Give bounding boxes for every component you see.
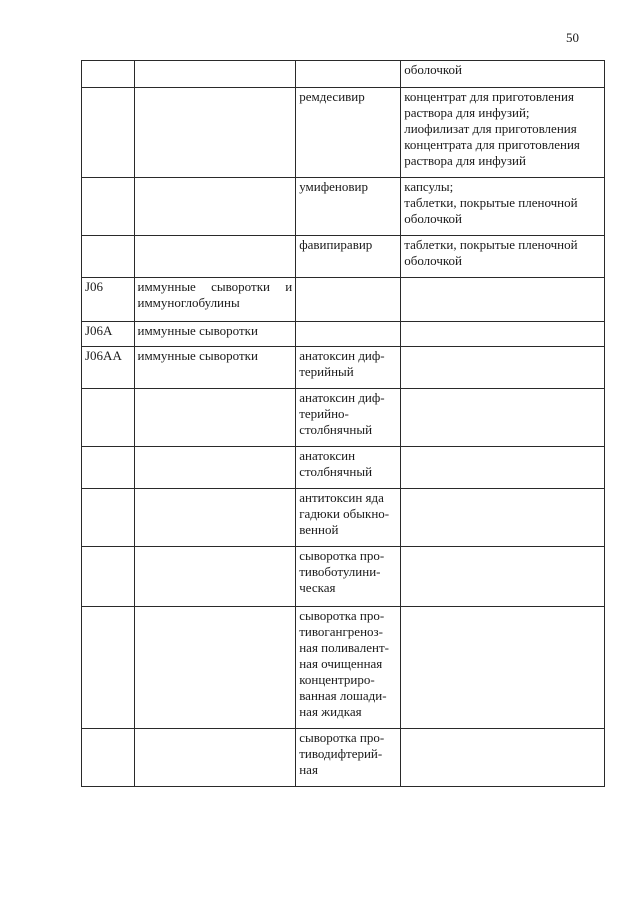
table-row [82,447,605,489]
dosage-form-cell: капсулы; таблетки, покрытые пленочной оболочкой [401,178,605,236]
atc-code-cell: J06 [82,278,135,322]
table-row [82,607,605,729]
drug-name-cell [296,278,401,322]
dosage-form-cell [401,729,605,787]
group-cell [134,88,296,178]
dosage-form-cell [401,447,605,489]
group-cell: иммунные сыворотки [134,347,296,389]
table-row [82,322,605,347]
dosage-form-cell: таблетки, покрытые пленочной оболочкой [401,236,605,278]
table-row [82,347,605,389]
group-cell [134,389,296,447]
drug-name-cell: анатоксин диф- терийный [296,347,401,389]
drug-name-cell: сыворотка про- тиводифтерий- ная [296,729,401,787]
dosage-form-cell: оболочкой [401,61,605,88]
table-row [82,389,605,447]
table-row [82,547,605,607]
table-row [82,236,605,278]
atc-code-cell [82,236,135,278]
drug-name-cell: антитоксин яда гадюки обыкно- венной [296,489,401,547]
drug-name-cell: анатоксин диф- терийно- столбнячный [296,389,401,447]
dosage-form-cell [401,278,605,322]
drug-name-cell: анатоксин столбнячный [296,447,401,489]
group-cell [134,447,296,489]
dosage-form-cell [401,607,605,729]
atc-code-cell [82,88,135,178]
atc-code-cell [82,607,135,729]
table-row [82,729,605,787]
page-number: 50 [566,30,579,45]
group-cell [134,489,296,547]
drug-name-cell: фавипиравир [296,236,401,278]
dosage-form-cell: концентрат для приготовления раствора для инфузий; лиофилизат для приготовления концентрата для приготовления раствора для инфузий [401,88,605,178]
group-cell [134,178,296,236]
table-row [82,88,605,178]
group-cell: иммунные сыворотки [134,322,296,347]
atc-code-cell: J06A [82,322,135,347]
table-row [82,61,605,88]
drug-name-cell: умифеновир [296,178,401,236]
drug-name-cell [296,61,401,88]
atc-code-cell [82,447,135,489]
atc-code-cell [82,61,135,88]
dosage-form-cell [401,322,605,347]
dosage-form-cell [401,547,605,607]
dosage-form-cell [401,389,605,447]
drug-classification-table [81,60,605,787]
atc-code-cell [82,729,135,787]
group-cell [134,607,296,729]
dosage-form-cell [401,347,605,389]
drug-name-cell [296,322,401,347]
atc-code-cell: J06AA [82,347,135,389]
atc-code-cell [82,389,135,447]
atc-code-cell [82,489,135,547]
group-cell: иммунные сыворотки и иммуноглобулины [134,278,296,322]
table-row [82,178,605,236]
drug-name-cell: сыворотка про- тивоботулини- ческая [296,547,401,607]
group-cell [134,236,296,278]
table-row [82,489,605,547]
group-cell [134,547,296,607]
atc-code-cell [82,547,135,607]
drug-name-cell: ремдесивир [296,88,401,178]
drug-name-cell: сыворотка про- тивогангренoз- ная поливалент- ная очищенная концентриро- ванная лошади- ная жидкая [296,607,401,729]
dosage-form-cell [401,489,605,547]
atc-code-cell [82,178,135,236]
group-cell [134,61,296,88]
table-row [82,278,605,322]
group-cell [134,729,296,787]
